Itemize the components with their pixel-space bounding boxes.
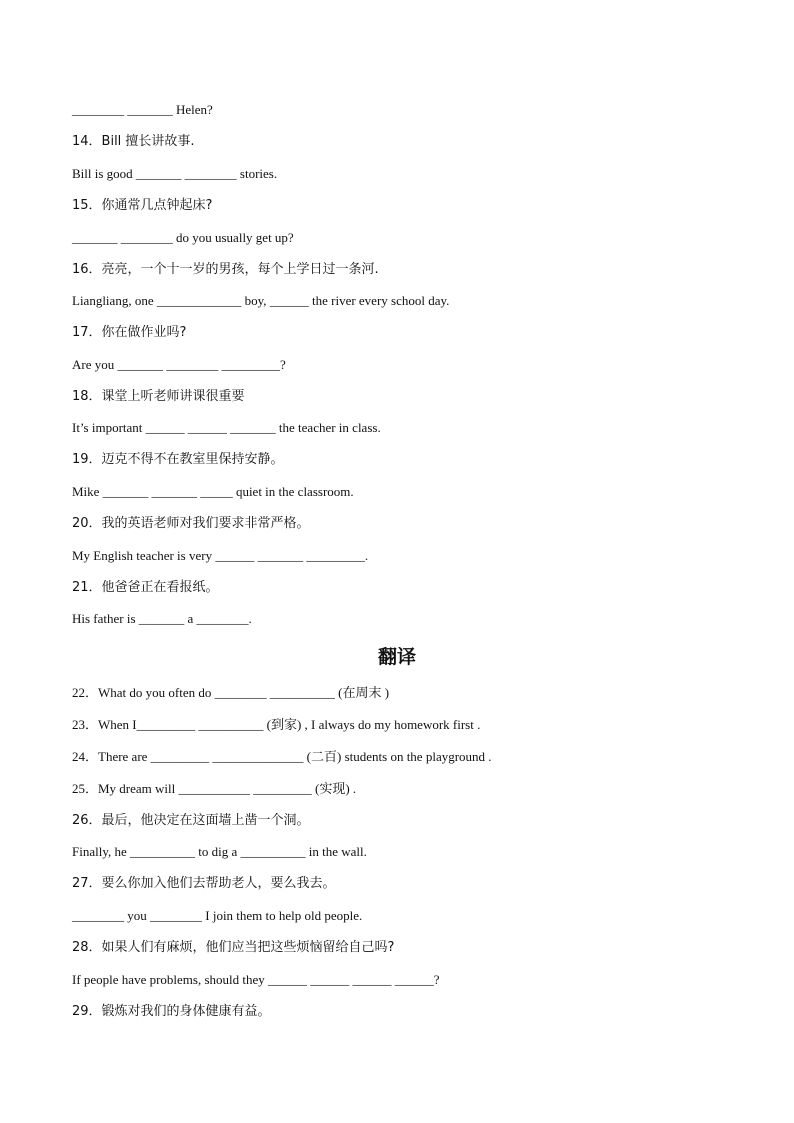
question-22: 22．What do you often do ________ __________ (在周末 ) [72,685,390,700]
question-23: 23．When I_________ __________ (到家) , I always do my homework first . [72,717,481,732]
question-26: 26．最后，他决定在这面墙上凿一个洞。 [72,813,310,828]
answer-line-19: Mike _______ _______ _____ quiet in the classroom. [72,484,354,499]
answer-line-13: ________ _______ Helen? [72,102,213,117]
answer-line-26: Finally, he __________ to dig a __________ in the wall. [72,844,367,859]
question-16: 16．亮亮，一个十一岁的男孩，每个上学日过一条河. [72,262,379,277]
question-19: 19．迈克不得不在教室里保持安静。 [72,452,284,467]
answer-line-16: Liangliang, one _____________ boy, ______ the river every school day. [72,293,450,308]
section-title: 翻译 [377,646,416,668]
question-21: 21．他爸爸正在看报纸。 [72,580,219,595]
answer-line-27: ________ you ________ I join them to help old people. [72,908,363,923]
answer-line-14: Bill is good _______ ________ stories. [72,166,278,181]
answer-line-20: My English teacher is very ______ _______ _________. [72,548,369,563]
question-15: 15．你通常几点钟起床? [72,198,213,213]
answer-line-18: It’s important ______ ______ _______ the teacher in class. [72,420,381,435]
question-17: 17．你在做作业吗? [72,325,187,340]
answer-line-15: _______ ________ do you usually get up? [72,230,294,245]
question-24: 24．There are _________ ______________ (二百) students on the playground . [72,749,492,764]
question-25: 25．My dream will ___________ _________ (实现) . [72,781,357,796]
question-18: 18．课堂上听老师讲课很重要 [72,389,245,404]
answer-line-21: His father is _______ a ________. [72,611,252,626]
question-28: 28．如果人们有麻烦，他们应当把这些烦恼留给自己吗? [72,940,395,955]
question-29: 29．锻炼对我们的身体健康有益。 [72,1004,271,1019]
question-14: 14．Bill 擅长讲故事. [72,134,195,149]
answer-line-17: Are you _______ ________ _________? [72,357,286,372]
question-20: 20．我的英语老师对我们要求非常严格。 [72,516,310,531]
answer-line-28: If people have problems, should they ______ ______ ______ ______? [72,972,440,987]
question-27: 27．要么你加入他们去帮助老人，要么我去。 [72,876,336,891]
